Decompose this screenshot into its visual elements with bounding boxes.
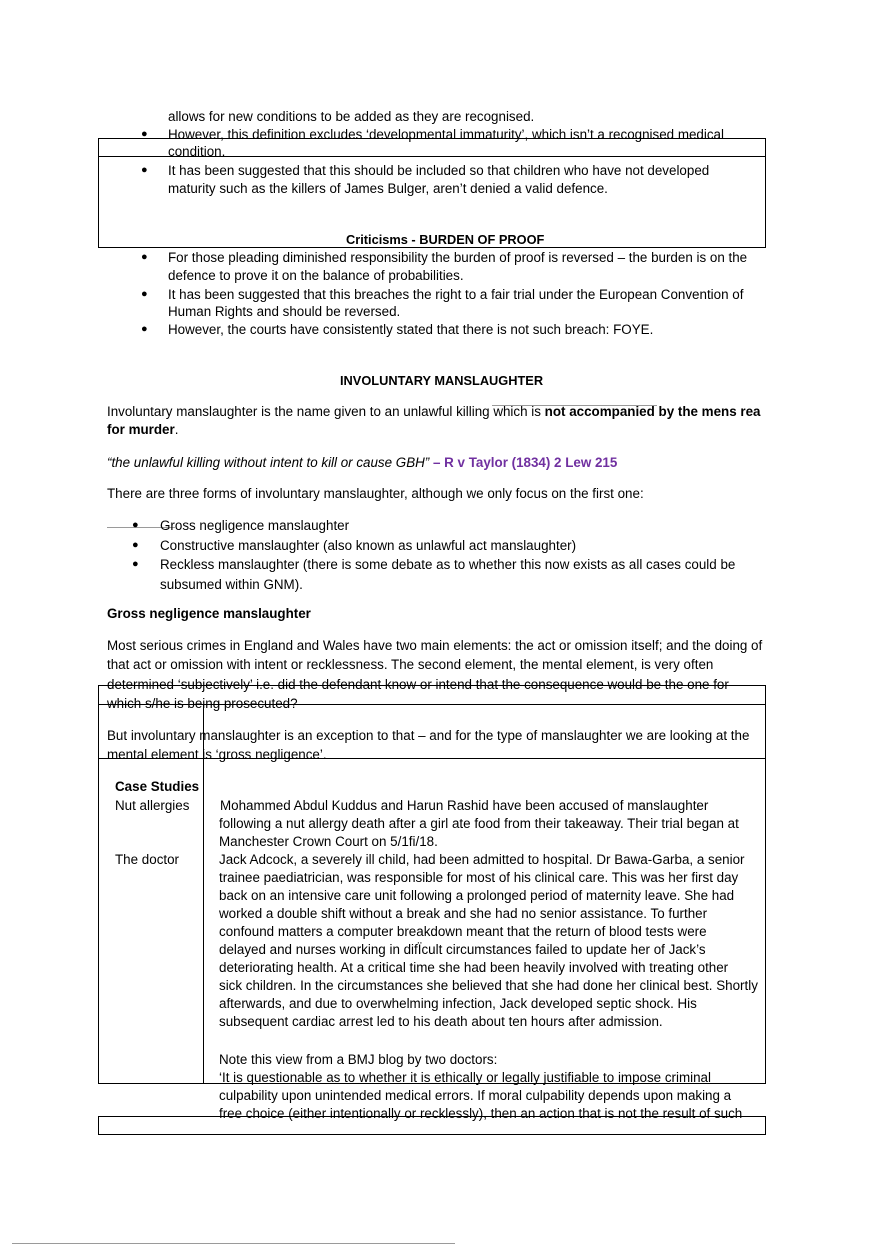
gnm-para2-line: mental element is ‘gross negligence’. xyxy=(107,747,327,762)
case-text-line: Jack Adcock, a severely ill child, had been admitted to hospital. Dr Bawa-Garba, a senior xyxy=(219,852,745,867)
intro-paragraph-line-2 xyxy=(107,421,178,439)
intro-end: . xyxy=(174,422,179,437)
text-line: It has been suggested that this breaches the right to a fair trial under the European Convention of xyxy=(168,287,744,302)
case-text-line: culpability upon unintended medical errors. If moral culpability depends upon making a xyxy=(219,1088,732,1103)
case-studies-heading: Case Studies xyxy=(115,779,200,794)
bullet-icon: ● xyxy=(132,539,139,551)
case-text-line: trainee paediatrician, was responsible for most of his clinical care. This was her first day xyxy=(219,870,739,885)
case-text-line: sick children. In the circumstances she believed that she had done her clinical best. Shortly xyxy=(219,978,758,993)
form-item: Reckless manslaughter (there is some debate as to whether this now exists as all cases could be xyxy=(160,557,736,572)
case-text-line: Mohammed Abdul Kuddus and Harun Rashid have been accused of manslaughter xyxy=(220,798,709,813)
text-line: For those pleading diminished responsibility the burden of proof is reversed – the burden is on the xyxy=(168,250,748,265)
case-text-line: confound matters a computer breakdown meant that the return of blood tests were xyxy=(219,924,707,939)
bullet-icon: ● xyxy=(132,519,139,531)
case-text-line: Manchester Crown Court on 5/1fi/18. xyxy=(219,834,438,849)
case-citation: R v Taylor (1834) 2 Lew 215 xyxy=(444,455,618,470)
case-text-line: back on an intensive care unit following a prolonged period of maternity leave. She had xyxy=(219,888,735,903)
gnm-para1-line: which s/he is being prosecuted? xyxy=(107,696,298,711)
bullet-icon: ● xyxy=(141,288,148,300)
forms-intro: There are three forms of involuntary manslaughter, although we only focus on the first one: xyxy=(107,486,644,501)
quote-line xyxy=(107,454,617,472)
text-line: However, the courts have consistently stated that there is not such breach: FOYE. xyxy=(168,322,654,337)
case-text-line: delayed and nurses working in difÏcult circumstances failed to update her of Jack’s xyxy=(219,942,706,957)
bullet-icon: ● xyxy=(141,164,148,176)
gnm-heading: Gross negligence manslaughter xyxy=(107,606,311,621)
case-text-line: subsequent cardiac arrest led to his death about ten hours after admission. xyxy=(219,1014,663,1029)
gnm-para1-line: determined ‘subjectively’ i.e. did the defendant know or intend that the consequence would be the one for xyxy=(107,677,729,692)
nut-allergies-label: Nut allergies xyxy=(115,798,190,813)
case-text-line: deteriorating health. At a critical time she had been heavily involved with treating other xyxy=(219,960,729,975)
text-line: However, this definition excludes ‘developmental immaturity’, which isn’t a recognised medical xyxy=(168,127,724,142)
intro-text: Involuntary manslaughter is the name given to an unlawful killing which is xyxy=(107,404,545,419)
case-text-line: ‘It is questionable as to whether it is ethically or legally justifiable to impose criminal xyxy=(219,1070,711,1085)
intro-bold-text-2: for murder xyxy=(107,422,175,437)
bullet-icon: ● xyxy=(132,558,139,570)
gnm-para1-line: that act or omission with intent or recklessness. The second element, the mental element, is very often xyxy=(107,657,714,672)
case-text-line: worked a double shift without a break and she had no senior assistance. To further xyxy=(219,906,708,921)
definition-quote: “the unlawful killing without intent to kill or cause GBH” xyxy=(107,455,430,470)
footer-rule xyxy=(12,1243,455,1244)
text-line: allows for new conditions to be added as they are recognised. xyxy=(168,109,535,124)
bullet-icon: ● xyxy=(141,323,148,335)
burden-heading: Criticisms - BURDEN OF PROOF xyxy=(346,232,545,247)
gnm-para1-line: Most serious crimes in England and Wales have two main elements: the act or omission itself; and the doing of xyxy=(107,638,763,653)
text-line: defence to prove it on the balance of probabilities. xyxy=(168,268,464,283)
case-text-line: following a nut allergy death after a girl ate food from their takeaway. Their trial began at xyxy=(219,816,739,831)
text-line: maturity such as the killers of James Bulger, aren’t denied a valid defence. xyxy=(168,181,608,196)
form-item: Gross negligence manslaughter xyxy=(160,518,350,533)
form-item: Constructive manslaughter (also known as unlawful act manslaughter) xyxy=(160,538,577,553)
text-line: condition. xyxy=(168,144,226,159)
case-text-line: free choice (either intentionally or recklessly), then an action that is not the result of such xyxy=(219,1106,743,1121)
quote-separator: – xyxy=(429,455,445,470)
bullet-icon: ● xyxy=(141,251,148,263)
case-text-line: afterwards, and due to overwhelming infection, Jack developed septic shock. His xyxy=(219,996,697,1011)
involuntary-heading: INVOLUNTARY MANSLAUGHTER xyxy=(340,373,544,388)
doctor-label: The doctor xyxy=(115,852,180,867)
intro-bold-text: not accompanied by the mens rea xyxy=(544,404,761,419)
bullet-icon: ● xyxy=(141,128,148,140)
text-line: It has been suggested that this should be included so that children who have not developed xyxy=(168,163,710,178)
text-line: Human Rights and should be reversed. xyxy=(168,304,401,319)
case-text-line: Note this view from a BMJ blog by two doctors: xyxy=(219,1052,498,1067)
intro-paragraph-line-1 xyxy=(107,403,760,421)
gnm-para2-line: But involuntary manslaughter is an exception to that – and for the type of manslaughter we are looking at the xyxy=(107,728,750,743)
form-item: subsumed within GNM). xyxy=(160,577,303,592)
